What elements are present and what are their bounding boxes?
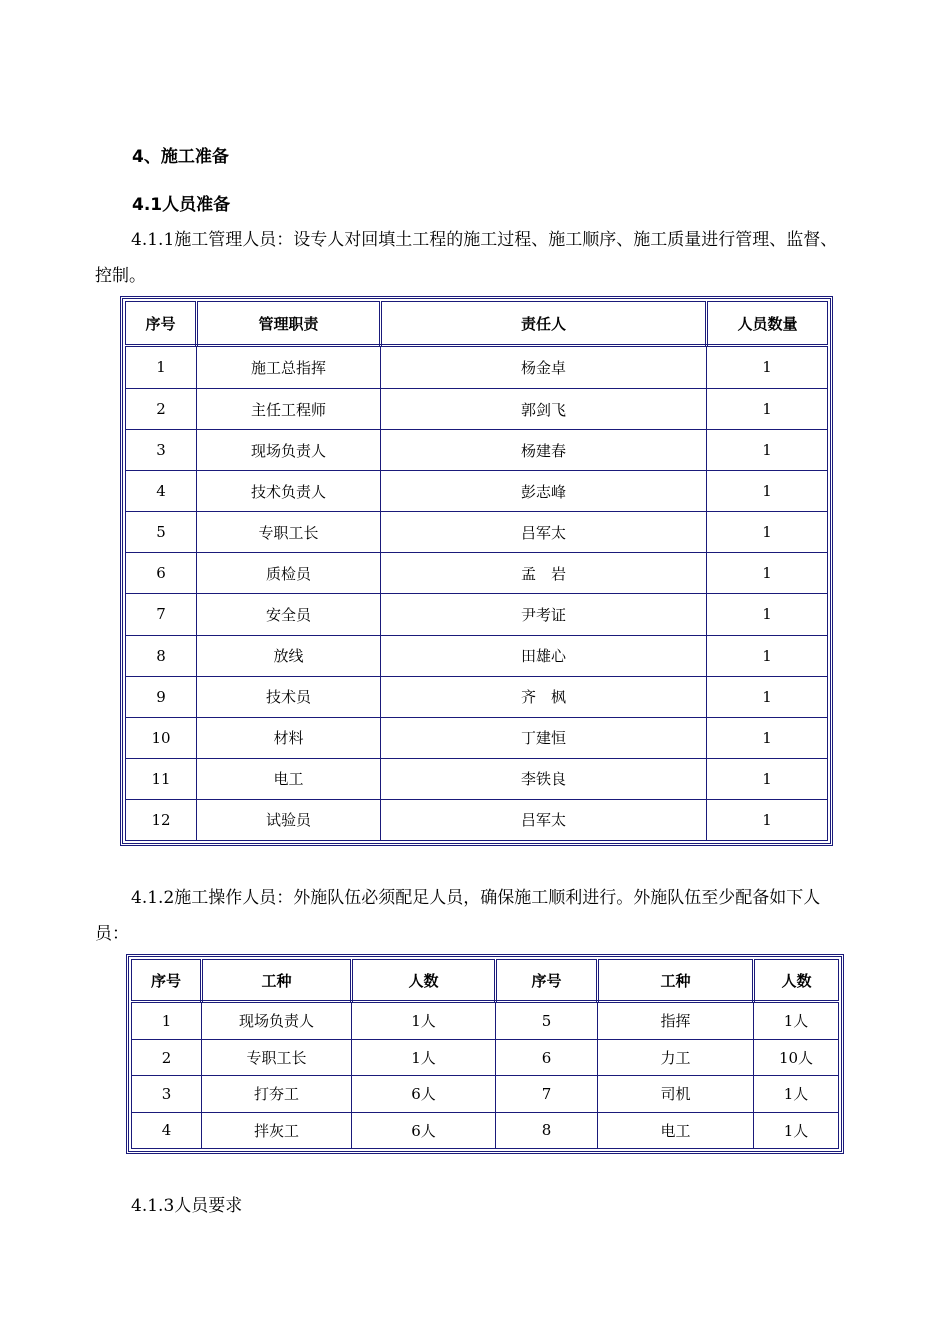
table-cell: 1: [707, 388, 828, 429]
table-row: [132, 1039, 839, 1075]
table-row: [126, 553, 828, 594]
paragraph-staff-requirements: 4.1.3人员要求: [131, 1196, 243, 1216]
subsection-title: 4.1人员准备: [132, 195, 231, 215]
table-header-row: [132, 960, 839, 1002]
table-cell: 李铁良: [381, 758, 707, 799]
table-cell: 1人: [754, 1076, 839, 1112]
table-cell: 1: [707, 346, 828, 389]
table-cell: 10人: [754, 1039, 839, 1075]
table-cell: 1: [126, 346, 197, 389]
table-cell: 郭剑飞: [381, 388, 707, 429]
table-row: [132, 1076, 839, 1112]
table-row: [126, 512, 828, 553]
table-cell: 10: [126, 717, 197, 758]
table-cell: 1: [707, 676, 828, 717]
header-cell: 管理职责: [197, 302, 381, 346]
table-cell: 1: [132, 1002, 202, 1040]
table-cell: 6: [496, 1039, 598, 1075]
table-cell: 电工: [197, 758, 381, 799]
table-cell: 1人: [352, 1002, 496, 1040]
table-cell: 1: [707, 717, 828, 758]
paragraph-operation-staff: 4.1.2施工操作人员：外施队伍必须配足人员，确保施工顺利进行。外施队伍至少配备如下人员：: [95, 888, 821, 944]
table-cell: 指挥: [598, 1002, 754, 1040]
table-row: [126, 799, 828, 840]
table-cell: 试验员: [197, 799, 381, 840]
table-cell: 7: [496, 1076, 598, 1112]
header-cell: 责任人: [381, 302, 707, 346]
table-row: [126, 388, 828, 429]
table-cell: 1: [707, 758, 828, 799]
table-cell: 材料: [197, 717, 381, 758]
table-header-row: [126, 302, 828, 346]
table-cell: 3: [126, 430, 197, 471]
table-row: [126, 471, 828, 512]
table-cell: 1: [707, 594, 828, 635]
table-cell: 1: [707, 430, 828, 471]
table-cell: 电工: [598, 1112, 754, 1148]
table-cell: 1: [707, 635, 828, 676]
table-cell: 5: [126, 512, 197, 553]
header-cell: 序号: [126, 302, 197, 346]
table-cell: 1: [707, 553, 828, 594]
table-cell: 2: [132, 1039, 202, 1075]
table-cell: 3: [132, 1076, 202, 1112]
table-row: [132, 1002, 839, 1040]
table-cell: 现场负责人: [202, 1002, 352, 1040]
table-cell: 6人: [352, 1076, 496, 1112]
table-cell: 1: [707, 512, 828, 553]
header-cell: 序号: [496, 960, 598, 1002]
table-cell: 专职工长: [197, 512, 381, 553]
table-cell: 6人: [352, 1112, 496, 1148]
table-cell: 尹考证: [381, 594, 707, 635]
table-row: [126, 676, 828, 717]
header-cell: 序号: [132, 960, 202, 1002]
section-title: 4、施工准备: [132, 147, 229, 167]
table-cell: 彭志峰: [381, 471, 707, 512]
operation-staff-table-body: [132, 1002, 839, 1149]
table-cell: 现场负责人: [197, 430, 381, 471]
management-staff-table: [120, 296, 833, 846]
table-cell: 2: [126, 388, 197, 429]
table-cell: 技术员: [197, 676, 381, 717]
table-cell: 1: [707, 799, 828, 840]
paragraph-management-staff: 4.1.1施工管理人员：设专人对回填土工程的施工过程、施工顺序、施工质量进行管理、监督、控制。: [95, 230, 838, 286]
header-cell: 人数: [754, 960, 839, 1002]
table-cell: 杨建春: [381, 430, 707, 471]
table-cell: 打夯工: [202, 1076, 352, 1112]
operation-staff-table: [126, 954, 844, 1154]
table-cell: 司机: [598, 1076, 754, 1112]
table-cell: 齐 枫: [381, 676, 707, 717]
table-cell: 吕军太: [381, 512, 707, 553]
table-cell: 11: [126, 758, 197, 799]
table-cell: 1人: [754, 1002, 839, 1040]
table-row: [126, 758, 828, 799]
table-cell: 力工: [598, 1039, 754, 1075]
table-cell: 9: [126, 676, 197, 717]
table-cell: 4: [132, 1112, 202, 1148]
table-row: [126, 430, 828, 471]
table-row: [126, 346, 828, 389]
table-cell: 12: [126, 799, 197, 840]
table-cell: 安全员: [197, 594, 381, 635]
table-cell: 田雄心: [381, 635, 707, 676]
table-cell: 质检员: [197, 553, 381, 594]
table-cell: 丁建恒: [381, 717, 707, 758]
table-cell: 技术负责人: [197, 471, 381, 512]
table-cell: 7: [126, 594, 197, 635]
header-cell: 工种: [202, 960, 352, 1002]
table-cell: 孟 岩: [381, 553, 707, 594]
table-cell: 放线: [197, 635, 381, 676]
management-staff-table-body: [126, 346, 828, 841]
table-cell: 主任工程师: [197, 388, 381, 429]
table-cell: 1: [707, 471, 828, 512]
table-cell: 吕军太: [381, 799, 707, 840]
table-cell: 1人: [352, 1039, 496, 1075]
header-cell: 人数: [352, 960, 496, 1002]
header-cell: 工种: [598, 960, 754, 1002]
table-row: [132, 1112, 839, 1148]
table-cell: 施工总指挥: [197, 346, 381, 389]
table-row: [126, 635, 828, 676]
table-cell: 5: [496, 1002, 598, 1040]
table-cell: 8: [126, 635, 197, 676]
header-cell: 人员数量: [707, 302, 828, 346]
table-row: [126, 717, 828, 758]
table-cell: 1人: [754, 1112, 839, 1148]
table-cell: 4: [126, 471, 197, 512]
table-cell: 杨金卓: [381, 346, 707, 389]
table-row: [126, 594, 828, 635]
table-cell: 8: [496, 1112, 598, 1148]
table-cell: 拌灰工: [202, 1112, 352, 1148]
table-cell: 专职工长: [202, 1039, 352, 1075]
table-cell: 6: [126, 553, 197, 594]
